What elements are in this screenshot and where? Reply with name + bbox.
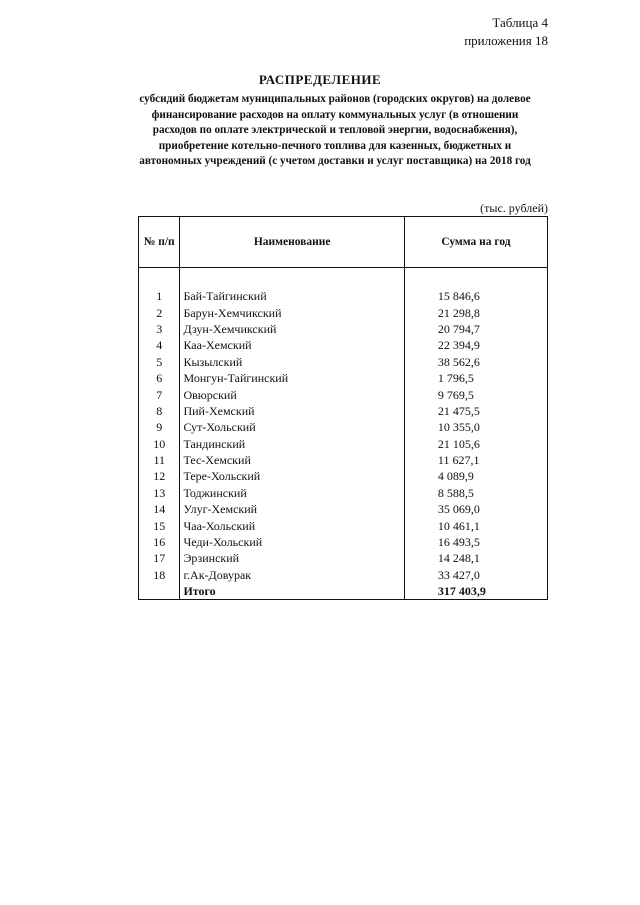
row-sum: 9 769,5	[404, 386, 547, 402]
row-sum: 10 355,0	[404, 419, 547, 435]
row-name: Каа-Хемский	[180, 337, 404, 353]
row-name: Монгун-Тайгинский	[180, 370, 404, 386]
table-row	[139, 550, 548, 566]
row-name: Сут-Хольский	[180, 419, 404, 435]
row-name: Чаа-Хольский	[180, 517, 404, 533]
table-row	[139, 304, 548, 320]
row-number: 12	[139, 468, 180, 484]
row-sum: 22 394,9	[404, 337, 547, 353]
row-name: Бай-Тайгинский	[180, 288, 404, 304]
table-header-row	[139, 217, 548, 268]
subsidy-table	[138, 216, 548, 600]
document-title: РАСПРЕДЕЛЕНИЕ	[258, 72, 382, 87]
row-number: 9	[139, 419, 180, 435]
table-row	[139, 468, 548, 484]
total-sum: 317 403,9	[404, 583, 547, 600]
row-number: 7	[139, 386, 180, 402]
row-sum: 10 461,1	[404, 517, 547, 533]
row-sum: 11 627,1	[404, 452, 547, 468]
table-row	[139, 485, 548, 501]
row-name: Тес-Хемский	[180, 452, 404, 468]
row-sum: 20 794,7	[404, 321, 547, 337]
row-number: 3	[139, 321, 180, 337]
row-sum: 16 493,5	[404, 534, 547, 550]
row-sum: 33 427,0	[404, 567, 547, 583]
row-sum: 21 298,8	[404, 304, 547, 320]
table-row	[139, 419, 548, 435]
row-name: Барун-Хемчикский	[180, 304, 404, 320]
table-total-row	[139, 583, 548, 600]
row-sum: 38 562,6	[404, 354, 547, 370]
row-name: Эрзинский	[180, 550, 404, 566]
row-name: Тере-Хольский	[180, 468, 404, 484]
table-row	[139, 321, 548, 337]
row-number: 17	[139, 550, 180, 566]
row-sum: 15 846,6	[404, 288, 547, 304]
row-name: Пий-Хемский	[180, 403, 404, 419]
units-label: (тыс. рублей)	[480, 201, 548, 215]
row-number: 5	[139, 354, 180, 370]
table-body	[139, 268, 548, 600]
row-number: 2	[139, 304, 180, 320]
table-spacer-row	[139, 268, 548, 289]
document-reference	[464, 14, 548, 50]
row-sum: 8 588,5	[404, 485, 547, 501]
table-row	[139, 501, 548, 517]
row-name: Тандинский	[180, 436, 404, 452]
row-sum: 4 089,9	[404, 468, 547, 484]
table-row	[139, 436, 548, 452]
row-number: 8	[139, 403, 180, 419]
row-number: 15	[139, 517, 180, 533]
table-row	[139, 288, 548, 304]
row-sum: 21 475,5	[404, 403, 547, 419]
row-number: 18	[139, 567, 180, 583]
table-row	[139, 517, 548, 533]
table-row	[139, 337, 548, 353]
table-row	[139, 354, 548, 370]
row-name: Чеди-Хольский	[180, 534, 404, 550]
row-name: Тоджинский	[180, 485, 404, 501]
document-subtitle: субсидий бюджетам муниципальных районов (городских округов) на долевое финансирование расходов на оплату коммунальных услуг (в отношении расходов по оплате электрической и тепловой энергии, водоснабжения), приобретение котельно-печного топлива для казенных, бюджетных и автономных учреждений (с учетом доставки и услуг поставщика) на 2018 год	[139, 93, 531, 168]
row-sum: 14 248,1	[404, 550, 547, 566]
row-name: Овюрский	[180, 386, 404, 402]
row-name: Улуг-Хемский	[180, 501, 404, 517]
table-row	[139, 452, 548, 468]
row-sum: 35 069,0	[404, 501, 547, 517]
header-name: Наименование	[180, 217, 404, 268]
table-reference: Таблица 4	[492, 15, 548, 30]
row-name: Дзун-Хемчикский	[180, 321, 404, 337]
table-row	[139, 386, 548, 402]
table-row	[139, 567, 548, 583]
table-row	[139, 370, 548, 386]
row-sum: 1 796,5	[404, 370, 547, 386]
row-number: 11	[139, 452, 180, 468]
total-label: Итого	[180, 583, 404, 600]
row-number: 16	[139, 534, 180, 550]
row-number: 4	[139, 337, 180, 353]
header-number: № п/п	[139, 217, 180, 268]
row-sum: 21 105,6	[404, 436, 547, 452]
row-number: 14	[139, 501, 180, 517]
row-number: 13	[139, 485, 180, 501]
annex-reference: приложения 18	[464, 33, 548, 48]
row-number: 10	[139, 436, 180, 452]
table-row	[139, 534, 548, 550]
row-number: 1	[139, 288, 180, 304]
row-number: 6	[139, 370, 180, 386]
header-sum: Сумма на год	[404, 217, 547, 268]
row-name: Кызылский	[180, 354, 404, 370]
row-name: г.Ак-Довурак	[180, 567, 404, 583]
table-row	[139, 403, 548, 419]
